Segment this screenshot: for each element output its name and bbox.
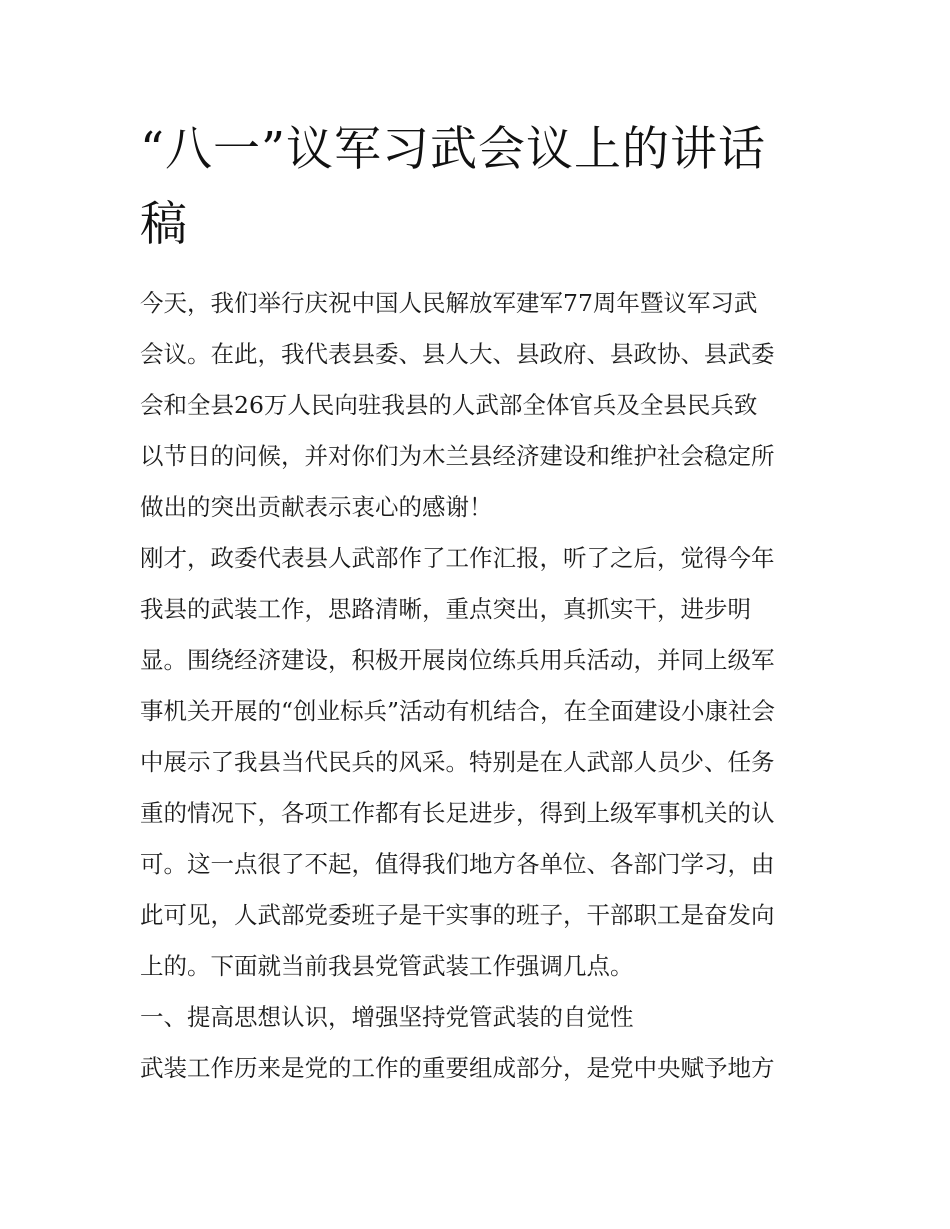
- section-heading: 一、提高思想认识，增强坚持党管武装的自觉性: [140, 1003, 634, 1031]
- body-line: 以节日的问候，并对你们为木兰县经济建设和维护社会稳定所: [140, 442, 775, 470]
- body-line: 可。这一点很了不起，值得我们地方各单位、各部门学习，由: [140, 850, 775, 878]
- title-line: “八一”议军习武会议上的讲话: [140, 122, 767, 177]
- body-line: 会议。在此，我代表县委、县人大、县政府、县政协、县武委: [140, 340, 775, 368]
- body-line: 事机关开展的“创业标兵”活动有机结合，在全面建设小康社会: [140, 697, 776, 725]
- body-line: 做出的突出贡献表示衷心的感谢！: [140, 493, 493, 521]
- body-line: 此可见，人武部党委班子是干实事的班子，干部职工是奋发向: [140, 901, 775, 929]
- document-body: [140, 278, 820, 1094]
- body-line: 中展示了我县当代民兵的风采。特别是在人武部人员少、任务: [140, 748, 775, 776]
- body-line: 上的。下面就当前我县党管武装工作强调几点。: [140, 952, 634, 980]
- body-line: 武装工作历来是党的工作的重要组成部分，是党中央赋予地方: [140, 1054, 775, 1082]
- body-line: 今天，我们举行庆祝中国人民解放军建军77周年暨议军习武: [140, 289, 758, 317]
- document-title: [140, 112, 820, 262]
- body-line: 会和全县26万人民向驻我县的人武部全体官兵及全县民兵致: [140, 391, 758, 419]
- title-line: 稿: [140, 197, 188, 252]
- body-line: 我县的武装工作，思路清晰，重点突出，真抓实干，进步明: [140, 595, 751, 623]
- body-line: 显。围绕经济建设，积极开展岗位练兵用兵活动，并同上级军: [140, 646, 775, 674]
- body-line: 重的情况下，各项工作都有长足进步，得到上级军事机关的认: [140, 799, 775, 827]
- body-line: 刚才，政委代表县人武部作了工作汇报，听了之后，觉得今年: [140, 544, 775, 572]
